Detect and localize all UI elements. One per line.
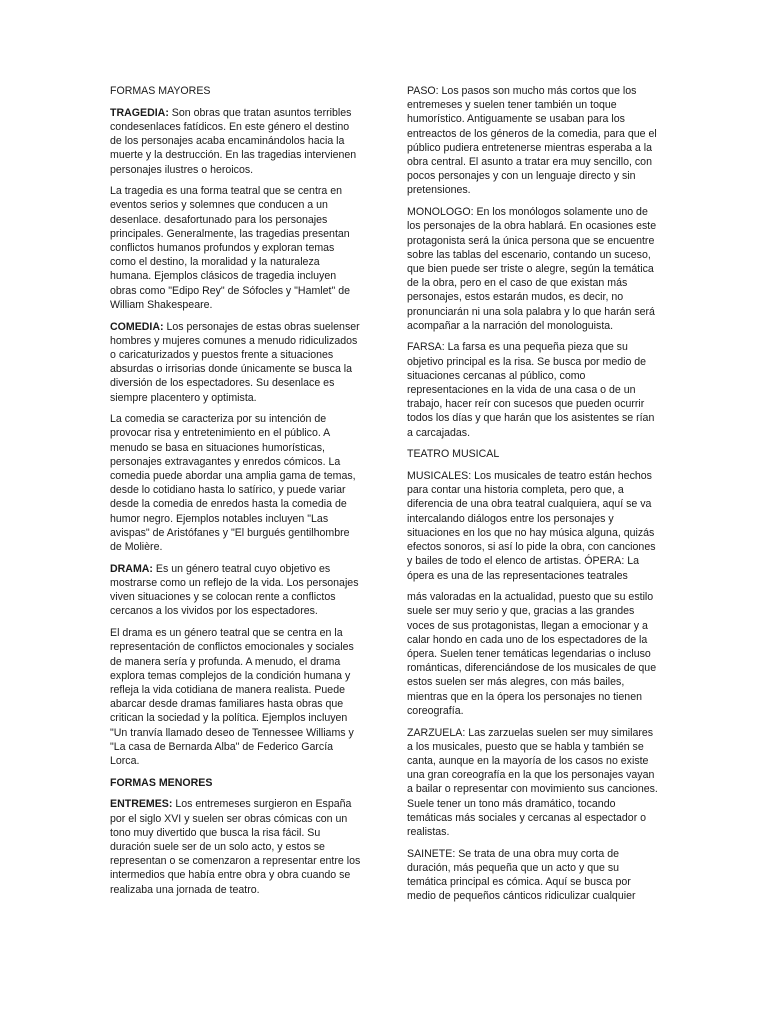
paragraph-drama: [110, 562, 362, 619]
term-drama: DRAMA:: [110, 562, 153, 575]
comedia-definition: Los personajes de estas obras suelenser hombres y mujeres comunes a menudo ridiculizados o caricaturizados y puestos frente a situaciones absurdas o irrisorias donde únicamente se busca la diversión de los espectadores. Su desenlace es siempre placentero y optimista.: [110, 320, 360, 404]
paragraph-entremes: [110, 797, 362, 896]
drama-definition: Es un género teatral cuyo objetivo es mostrarse como un reflejo de la vida. Los personajes viven situaciones y se colocan rente a conflictos cercanos a los vividos por los espectadores.: [110, 562, 359, 618]
paragraph-paso: PASO: Los pasos son mucho más cortos que los entremeses y suelen tener también un toque humorístico. Antiguamente se usaban para los entreactos de los géneros de la comedia, para que el público pudiera entretenerse mientras esperaba a la obra central. El asunto a tratar era muy sencillo, con pocos personajes y con un lenguaje directo y sin pretensiones.: [407, 85, 657, 197]
paragraph-tragedia: [110, 106, 362, 177]
paragraph-farsa: FARSA: La farsa es una pequeña pieza que su objetivo principal es la risa. Se busca por medio de situaciones cercanas al público, como representaciones en la vida de una casa o de un trabajo, hacer reír con sucesos que pueden ocurrir todos los días y que harán que los asistentes se rían a carcajadas.: [407, 341, 655, 439]
paragraph-tragedia-detail: La tragedia es una forma teatral que se centra en eventos serios y solemnes que conducen a un desenlace. desafortunado para los personajes principales. Generalmente, las tragedias presentan conflictos humanos profundos y exploran temas como el destino, la moralidad y la naturaleza humana. Ejemplos clásicos de tragedia incluyen obras como "Edipo Rey" de Sófocles y "Hamlet" de William Shakespeare.: [110, 185, 350, 311]
paragraph-opera-continued: más valoradas en la actualidad, puesto que su estilo suele ser muy serio y que, gracias a las grandes voces de sus protagonistas, llegan a emocionar y a calar hondo en cada uno de los espectadores de la ópera. Suelen tener temáticas legendarias o incluso románticas, diferenciándose de los musicales de que estos suelen ser más alegres, con más bailes, mientras que en la ópera los personajes no tienen coreografía.: [407, 591, 657, 717]
paragraph-comedia: [110, 320, 362, 405]
term-comedia: COMEDIA:: [110, 320, 164, 333]
right-column: [407, 84, 659, 911]
paragraph-zarzuela: ZARZUELA: Las zarzuelas suelen ser muy similares a los musicales, puesto que se habla y también se canta, aunque en la mayoría de los casos no existe una gran coreografía en la que los personajes vayan a bailar o representar con movimiento sus canciones. Suele tener un tono más dramático, tocando temáticas más sociales y cercanas al espectador o realistas.: [407, 726, 658, 838]
formas-menores-label: FORMAS MENORES: [110, 776, 213, 789]
left-column: [110, 84, 362, 904]
tragedia-definition: Son obras que tratan asuntos terribles condesenlaces fatídicos. En este género el destino de los personajes acaba encaminándolos hacia la muerte y la destrucción. En las tragedias intervienen personajes ilustres o heroicos.: [110, 106, 357, 176]
heading-formas-mayores: FORMAS MAYORES: [110, 85, 211, 97]
term-tragedia: TRAGEDIA:: [110, 106, 169, 119]
heading-teatro-musical: TEATRO MUSICAL: [407, 448, 500, 461]
entremes-definition: Los entremeses surgieron en España por el siglo XVI y suelen ser obras cómicas con un tono muy divertido que busca la risa fácil. Su duración suele ser de un solo acto, y estos se representan o se comenzaron a representar entre los intermedios que había entre obra y obra cuando se realizaba una jornada de teatro.: [110, 798, 361, 896]
paragraph-sainete: SAINETE: Se trata de una obra muy corta de duración, más pequeña que un acto y que su temática principal es cómica. Aquí se busca por medio de pequeños cánticos ridiculizar cualquier: [407, 847, 636, 903]
heading-formas-menores: [110, 776, 362, 790]
term-entremes: ENTREMES:: [110, 798, 173, 811]
paragraph-monologo: MONOLOGO: En los monólogos solamente uno de los personajes de la obra hablará. En ocasiones este protagonista será la única persona que se encuentre sobre las tablas del escenario, contando un suceso, que bien puede ser triste o alegre, según la temática de la obra, pero en el caso de que existan más personajes, estos estarán mudos, es decir, no pronunciarán ni una sola palabra y lo que harán será acompañar a la narración del monologuista.: [407, 206, 657, 332]
paragraph-comedia-detail: La comedia se caracteriza por su intención de provocar risa y entretenimiento en el público. A menudo se basa en situaciones humorísticas, personajes extravagantes y enredos cómicos. La comedia puede abordar una amplia gama de temas, desde lo cotidiano hasta lo satírico, y puede variar desde la comedia de enredos hasta la comedia de humor negro. Ejemplos notables incluyen "Las avispas" de Aristófanes y "El burgués gentilhombre de Molière.: [110, 413, 356, 554]
paragraph-musicales: MUSICALES: Los musicales de teatro están hechos para contar una historia completa, pero que, a diferencia de una obra teatral cualquiera, aquí se va intercalando diálogos entre los personajes y situaciones en los que no hay música alguna, quizás efectos sonoros, si así lo pide la obra, con canciones y bailes de todo el elenco de artistas. ÓPERA: La ópera es una de las representaciones teatrales: [407, 470, 656, 582]
paragraph-drama-detail: El drama es un género teatral que se centra en la representación de conflictos emocionales y sociales de manera sería y profunda. A menudo, el drama explora temas complejos de la condición humana y refleja la vida cotidiana de manera realista. Puede abarcar desde dramas familiares hasta obras que critican la sociedad y la política. Ejemplos incluyen "Un tranvía llamado deseo de Tennessee Williams y "La casa de Bernarda Alba" de Federico García Lorca.: [110, 627, 354, 767]
